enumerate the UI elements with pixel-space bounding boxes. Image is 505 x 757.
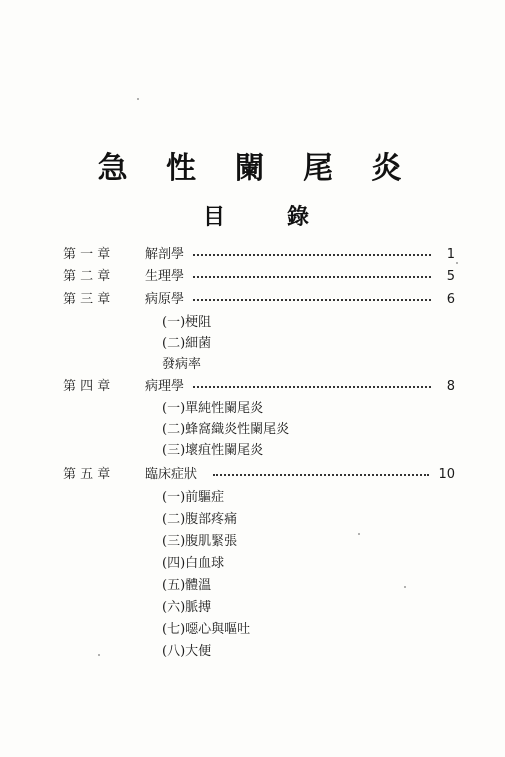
toc-subitem: (一)前驅症 — [162, 490, 225, 505]
toc-chapter-3 — [63, 290, 463, 310]
toc-subitem: (二)蜂窩織炎性闌尾炎 — [162, 422, 290, 437]
toc-subitem: (一)單純性闌尾炎 — [162, 401, 264, 416]
page-number: 5 — [446, 269, 455, 284]
toc-subitem: (二)細菌 — [162, 336, 212, 351]
toc-subitem: (七)噁心與嘔吐 — [162, 622, 251, 637]
page-number: 1 — [446, 247, 455, 262]
dot-leader — [213, 474, 429, 476]
chapter-number: 第 三 章 — [63, 292, 111, 307]
scan-speck — [456, 262, 458, 264]
toc-subitem: (三)壞疽性闌尾炎 — [162, 443, 264, 458]
toc-subitem: (五)體溫 — [162, 578, 212, 593]
chapter-number: 第 四 章 — [63, 379, 111, 394]
toc-chapter-4 — [63, 377, 463, 397]
page-number: 6 — [446, 292, 455, 307]
chapter-title: 病原學 — [145, 292, 185, 307]
toc-subitem: (四)白血球 — [162, 556, 225, 571]
table-of-contents-heading — [0, 200, 505, 230]
toc-subitem: (二)腹部疼痛 — [162, 512, 238, 527]
chapter-title: 生理學 — [145, 269, 185, 284]
toc-subitem: (六)脈搏 — [162, 600, 212, 615]
toc-subitem: (三)腹肌緊張 — [162, 534, 238, 549]
chapter-title: 臨床症狀 — [145, 467, 198, 482]
heading-char-2: 錄 — [287, 205, 310, 230]
chapter-title: 病理學 — [145, 379, 185, 394]
toc-subitem: (八)大便 — [162, 644, 212, 659]
toc-subitem: 發病率 — [162, 357, 202, 372]
dot-leader — [193, 299, 431, 301]
toc-chapter-2 — [63, 267, 463, 287]
scan-speck — [404, 586, 406, 588]
chapter-number: 第 五 章 — [63, 467, 111, 482]
scan-speck — [358, 533, 360, 535]
dot-leader — [193, 386, 431, 388]
chapter-number: 第 一 章 — [63, 247, 111, 262]
toc-chapter-5 — [63, 465, 463, 485]
page-number: 10 — [438, 467, 455, 482]
toc-subitem: (一)梗阻 — [162, 315, 212, 330]
chapter-title: 解剖學 — [145, 247, 185, 262]
scan-speck — [98, 654, 100, 656]
document-title: 急 性 闌 尾 炎 — [97, 151, 416, 186]
chapter-number: 第 二 章 — [63, 269, 111, 284]
dot-leader — [193, 254, 431, 256]
toc-chapter-1 — [63, 245, 463, 265]
dot-leader — [193, 276, 431, 278]
scan-speck — [137, 98, 139, 100]
heading-char-1: 目 — [203, 205, 226, 230]
page-number: 8 — [446, 379, 455, 394]
